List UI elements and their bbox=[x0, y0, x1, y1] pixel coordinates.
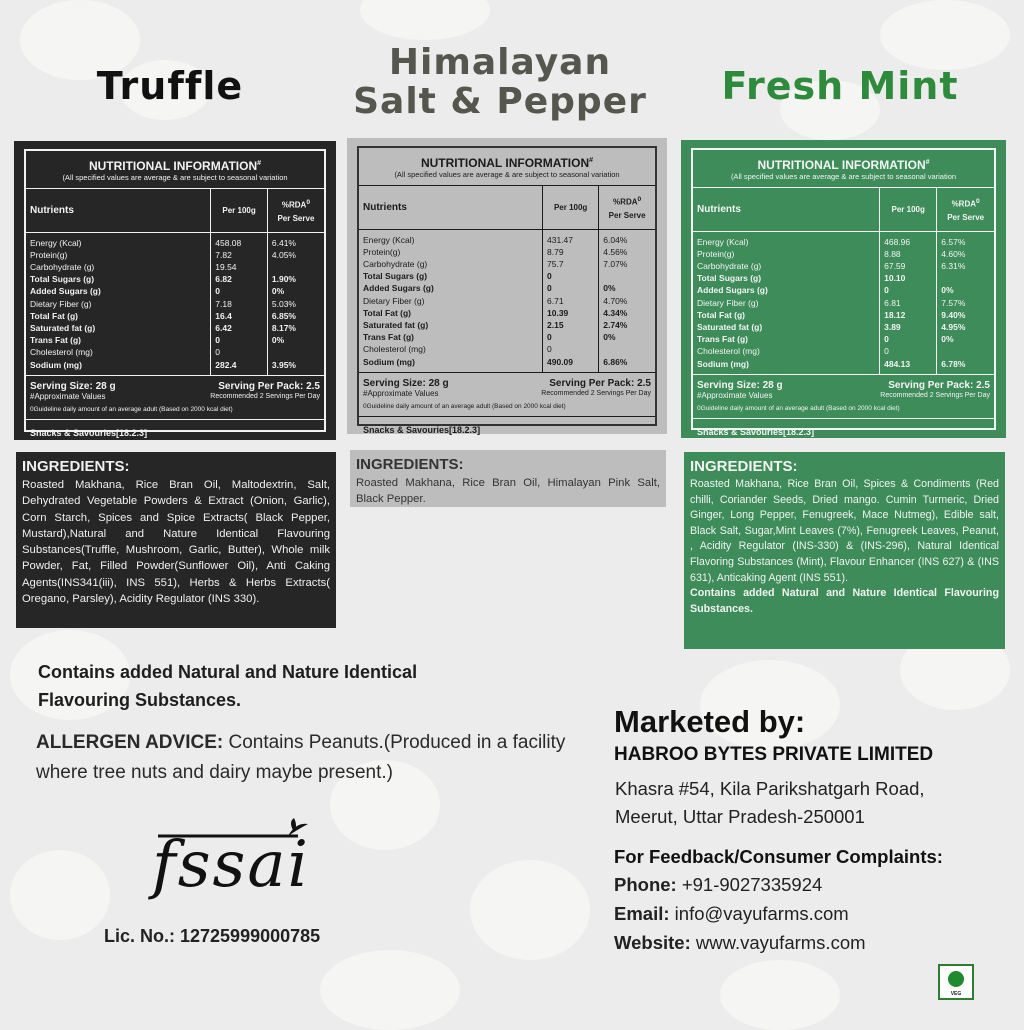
nutrient-rda: 0% bbox=[267, 285, 324, 297]
ingredients-heading: INGREDIENTS: bbox=[356, 456, 464, 473]
nutrition-grid bbox=[359, 186, 655, 372]
nutrient-rda: 6.57% bbox=[937, 236, 994, 248]
approx-note: #Approximate Values bbox=[30, 391, 106, 401]
food-category: Snacks & Savouries[18.2.3] bbox=[697, 426, 815, 437]
nutrient-row bbox=[359, 234, 655, 246]
nutrient-per100: 0 bbox=[880, 284, 937, 296]
nutrient-rda: 9.40% bbox=[937, 309, 994, 321]
recommended-servings: Recommended 2 Servings Per Day bbox=[880, 391, 990, 399]
serving-info bbox=[359, 372, 655, 401]
veg-dot bbox=[948, 971, 964, 987]
nutrient-per100: 3.89 bbox=[880, 321, 937, 333]
allergen-advice bbox=[36, 728, 576, 788]
nutrient-name: Saturated fat (g) bbox=[30, 323, 96, 334]
nutrient-row bbox=[693, 358, 994, 370]
nutrient-row bbox=[26, 346, 324, 358]
company-name: HABROO BYTES PRIVATE LIMITED bbox=[614, 744, 934, 765]
ingredients-heading: INGREDIENTS: bbox=[690, 458, 798, 475]
nutrient-rda: 0% bbox=[937, 284, 994, 296]
phone-number[interactable]: +91-9027335924 bbox=[676, 874, 823, 895]
nutrient-row bbox=[359, 295, 655, 307]
nutrition-panel-truffle bbox=[14, 141, 336, 440]
ingredients-heading: INGREDIENTS: bbox=[22, 458, 130, 475]
veg-mark-text: VEG bbox=[950, 991, 962, 997]
nutrient-per100: 0 bbox=[880, 333, 937, 345]
nutrient-row bbox=[359, 307, 655, 319]
nutrition-panel-mint bbox=[681, 140, 1006, 438]
nutrient-row bbox=[693, 236, 994, 248]
nutrient-rda: 7.57% bbox=[937, 297, 994, 309]
nutrient-rda: 4.05% bbox=[267, 249, 324, 261]
nutrient-per100: 0 bbox=[211, 346, 268, 358]
nutrient-rda: 0% bbox=[267, 334, 324, 346]
ingredients-text: Roasted Makhana, Rice Bran Oil, Spices & Condiments (Red chilli, Coriander Seeds, Dried mango. Cumin Turmeric, Dried Ginger, Long Pepper, Fenugreek, Mace Nutmeg), Edible salt, Black Salt, Sugar,Mint Leaves (7%), Fenugreek Leaves, Peanut, , Acidity Regulator (INS-330) & (INS-296), Natural Identical Flavoring Substances (Mint), Flavour Enhancer (INS 627) & (INS 631), Anticaking Agent (INS 551). bbox=[690, 478, 999, 584]
title-salt-pepper bbox=[340, 44, 660, 122]
nutrient-per100: 468.96 bbox=[880, 236, 937, 248]
website-line bbox=[614, 932, 866, 954]
nutrient-row bbox=[693, 260, 994, 272]
recommended-servings: Recommended 2 Servings Per Day bbox=[541, 389, 651, 397]
nutrient-name: Carbohydrate (g) bbox=[363, 259, 428, 270]
nutrition-header-row bbox=[359, 186, 655, 229]
nutrient-per100: 7.82 bbox=[211, 249, 268, 261]
nutrient-per100: 16.4 bbox=[211, 310, 268, 322]
nutrient-rda: 8.17% bbox=[267, 322, 324, 334]
col-per100: Per 100g bbox=[211, 189, 268, 232]
nutrient-name: Sodium (mg) bbox=[30, 359, 82, 370]
ingredients-mint bbox=[684, 452, 1005, 649]
nutrient-row bbox=[359, 331, 655, 343]
col-rda: %RDA$^0$ Per Serve bbox=[267, 189, 324, 232]
nutrient-rda: 6.04% bbox=[599, 234, 655, 246]
email-line bbox=[614, 903, 849, 925]
nutrient-rda: 4.60% bbox=[937, 248, 994, 260]
nutrient-name: Energy (Kcal) bbox=[363, 234, 415, 245]
nutrition-header-row bbox=[26, 189, 324, 232]
nutrition-heading: NUTRITIONAL INFORMATION# bbox=[757, 158, 930, 172]
nutrient-row bbox=[26, 285, 324, 297]
nutrient-rda: 6.86% bbox=[599, 356, 655, 368]
serving-per-pack: Serving Per Pack: 2.5 bbox=[888, 379, 990, 391]
nutrient-name: Total Fat (g) bbox=[30, 310, 78, 321]
nutrition-table bbox=[357, 146, 657, 435]
nutrient-name: Carbohydrate (g) bbox=[30, 262, 95, 273]
nutrition-grid bbox=[693, 188, 994, 374]
nutrient-rda: 4.95% bbox=[937, 321, 994, 333]
serving-info bbox=[26, 375, 324, 404]
nutrient-name: Protein(g) bbox=[697, 248, 735, 259]
nutrient-row bbox=[359, 343, 655, 355]
nutrient-rda bbox=[599, 343, 655, 355]
nutrient-row bbox=[26, 273, 324, 285]
nutrient-per100: 0 bbox=[211, 334, 268, 346]
nutrient-rda bbox=[267, 261, 324, 273]
col-nutrients: Nutrients bbox=[693, 188, 880, 231]
guideline-note: 0Guideline daily amount of an average adult (Based on 2000 kcal diet) bbox=[26, 404, 324, 420]
ingredients-salt-pepper bbox=[350, 450, 666, 507]
col-rda: %RDA$^0$ Per Serve bbox=[937, 188, 994, 231]
nutrient-per100: 6.42 bbox=[211, 322, 268, 334]
nutrient-per100: 8.79 bbox=[543, 246, 599, 258]
nutrient-rda: 0% bbox=[599, 282, 655, 294]
email-label: Email: bbox=[614, 903, 670, 924]
nutrient-per100: 8.88 bbox=[880, 248, 937, 260]
nutrient-per100: 6.81 bbox=[880, 297, 937, 309]
nutrient-per100: 67.59 bbox=[880, 260, 937, 272]
nutrient-rda: 4.56% bbox=[599, 246, 655, 258]
nutrient-row bbox=[693, 284, 994, 296]
nutrient-row bbox=[26, 310, 324, 322]
nutrient-name: Total Fat (g) bbox=[697, 309, 745, 320]
nutrient-rda: 4.70% bbox=[599, 295, 655, 307]
nutrient-row bbox=[26, 359, 324, 371]
nutrient-per100: 431.47 bbox=[543, 234, 599, 246]
nutrient-rda: 1.90% bbox=[267, 273, 324, 285]
nutrient-per100: 0 bbox=[543, 343, 599, 355]
nutrition-heading: NUTRITIONAL INFORMATION# bbox=[88, 159, 262, 173]
address-line2: Meerut, Uttar Pradesh-250001 bbox=[615, 806, 865, 827]
nutrient-row bbox=[359, 356, 655, 368]
nutrient-name: Cholesterol (mg) bbox=[363, 344, 426, 355]
nutrient-row bbox=[359, 246, 655, 258]
nutrient-per100: 18.12 bbox=[880, 309, 937, 321]
nutrition-grid bbox=[26, 189, 324, 375]
website-link[interactable]: www.vayufarms.com bbox=[690, 932, 866, 953]
nutrient-rda: 6.78% bbox=[937, 358, 994, 370]
nutrient-per100: 0 bbox=[880, 345, 937, 357]
nutrient-per100: 75.7 bbox=[543, 258, 599, 270]
nutrient-rda: 3.95% bbox=[267, 359, 324, 371]
allergen-text: Contains Peanuts.(Produced in a facility where tree nuts and dairy maybe present.) bbox=[36, 732, 566, 783]
nutrient-per100: 484.13 bbox=[880, 358, 937, 370]
title-truffle: Truffle bbox=[96, 64, 244, 108]
nutrient-rda: 6.41% bbox=[267, 237, 324, 249]
feedback-heading: For Feedback/Consumer Complaints: bbox=[614, 846, 943, 867]
serving-per-pack: Serving Per Pack: 2.5 bbox=[218, 380, 320, 392]
flavouring-note: Contains added Natural and Nature Identical Flavouring Substances. bbox=[38, 662, 418, 710]
food-category: Snacks & Savouries[18.2.3] bbox=[363, 424, 481, 435]
nutrient-name: Energy (Kcal) bbox=[697, 236, 749, 247]
nutrient-per100: 458.08 bbox=[211, 237, 268, 249]
nutrient-per100: 10.10 bbox=[880, 272, 937, 284]
col-nutrients: Nutrients bbox=[359, 186, 543, 229]
nutrient-name: Total Sugars (g) bbox=[30, 274, 95, 285]
nutrient-name: Total Sugars (g) bbox=[363, 271, 428, 282]
serving-per-pack: Serving Per Pack: 2.5 bbox=[549, 377, 651, 389]
nutrient-row bbox=[359, 258, 655, 270]
nutrient-row bbox=[26, 237, 324, 249]
fssai-logo bbox=[138, 818, 318, 918]
title-salt-line2: Salt & Pepper bbox=[353, 80, 647, 122]
nutrient-name: Added Sugars (g) bbox=[30, 286, 101, 297]
nutrient-row bbox=[359, 319, 655, 331]
nutrient-per100: 10.39 bbox=[543, 307, 599, 319]
nutrient-rda: 6.85% bbox=[267, 310, 324, 322]
nutrient-rda: 5.03% bbox=[267, 298, 324, 310]
guideline-note: 0Guideline daily amount of an average adult (Based on 2000 kcal diet) bbox=[693, 403, 994, 419]
nutrient-name: Dietary Fiber (g) bbox=[697, 297, 759, 308]
nutrient-name: Saturated fat (g) bbox=[697, 322, 763, 333]
nutrient-name: Dietary Fiber (g) bbox=[30, 298, 92, 309]
nutrient-name: Cholesterol (mg) bbox=[30, 347, 93, 358]
nutrient-rda bbox=[937, 272, 994, 284]
ingredients-text: Roasted Makhana, Rice Bran Oil, Himalayan Pink Salt, Black Pepper. bbox=[356, 477, 660, 506]
phone-label: Phone: bbox=[614, 874, 677, 895]
col-per100: Per 100g bbox=[880, 188, 937, 231]
nutrient-name: Total Fat (g) bbox=[363, 307, 411, 318]
nutrient-per100: 7.18 bbox=[211, 298, 268, 310]
nutrient-rda: 6.31% bbox=[937, 260, 994, 272]
veg-mark-icon bbox=[938, 964, 974, 1000]
nutrient-row bbox=[26, 249, 324, 261]
nutrient-per100: 19.54 bbox=[211, 261, 268, 273]
nutrient-per100: 0 bbox=[543, 282, 599, 294]
nutrient-name: Trans Fat (g) bbox=[697, 334, 749, 345]
nutrient-row bbox=[693, 248, 994, 260]
allergen-label: ALLERGEN ADVICE: bbox=[36, 732, 224, 753]
nutrition-panel-salt-pepper bbox=[347, 138, 667, 434]
col-nutrients: Nutrients bbox=[26, 189, 211, 232]
nutrition-heading: NUTRITIONAL INFORMATION# bbox=[420, 156, 594, 170]
nutrition-subheading: (All specified values are average & are subject to seasonal variation bbox=[26, 173, 324, 189]
serving-info bbox=[693, 374, 994, 403]
nutrient-row bbox=[26, 298, 324, 310]
address-line1: Khasra #54, Kila Parikshatgarh Road, bbox=[615, 778, 925, 799]
nutrition-header-row bbox=[693, 188, 994, 231]
recommended-servings: Recommended 2 Servings Per Day bbox=[210, 392, 320, 400]
nutrient-row bbox=[693, 272, 994, 284]
nutrient-name: Trans Fat (g) bbox=[30, 335, 82, 346]
nutrient-name: Total Sugars (g) bbox=[697, 273, 762, 284]
phone-line bbox=[614, 874, 822, 896]
nutrient-row bbox=[26, 334, 324, 346]
license-number: Lic. No.: 12725999000785 bbox=[104, 926, 321, 946]
serving-size: Serving Size: 28 g bbox=[30, 380, 116, 392]
approx-note: #Approximate Values bbox=[697, 390, 773, 400]
nutrient-rda bbox=[937, 345, 994, 357]
nutrient-rda: 0% bbox=[599, 331, 655, 343]
serving-size: Serving Size: 28 g bbox=[697, 379, 783, 391]
nutrient-per100: 0 bbox=[543, 331, 599, 343]
nutrient-row bbox=[693, 345, 994, 357]
website-label: Website: bbox=[614, 932, 691, 953]
nutrient-per100: 0 bbox=[543, 270, 599, 282]
nutrient-per100: 6.71 bbox=[543, 295, 599, 307]
nutrition-table bbox=[24, 149, 326, 438]
nutrition-table bbox=[691, 148, 996, 437]
nutrient-per100: 2.15 bbox=[543, 319, 599, 331]
nutrient-row bbox=[26, 322, 324, 334]
nutrient-name: Energy (Kcal) bbox=[30, 237, 82, 248]
nutrient-row bbox=[693, 333, 994, 345]
nutrient-per100: 282.4 bbox=[211, 359, 268, 371]
nutrient-rda: 0% bbox=[937, 333, 994, 345]
nutrient-name: Carbohydrate (g) bbox=[697, 261, 762, 272]
nutrient-name: Dietary Fiber (g) bbox=[363, 295, 425, 306]
marketed-by-heading: Marketed by: bbox=[614, 704, 806, 739]
col-rda: %RDA$^0$ Per Serve bbox=[599, 186, 655, 229]
nutrient-name: Saturated fat (g) bbox=[363, 320, 429, 331]
nutrient-name: Cholesterol (mg) bbox=[697, 346, 760, 357]
nutrition-subheading: (All specified values are average & are subject to seasonal variation bbox=[693, 172, 994, 188]
nutrient-row bbox=[359, 282, 655, 294]
nutrient-row bbox=[693, 297, 994, 309]
email-link[interactable]: info@vayufarms.com bbox=[669, 903, 849, 924]
ingredients-text: Roasted Makhana, Rice Bran Oil, Maltodextrin, Salt, Dehydrated Vegetable Powders & Extract (Onion, Garlic), Corn Starch, Spices and Spice Extracts( Black Pepper, Mustard),Natural and Nature Identical Flavouring Substances(Truffle, Mushroom, Garlic, Butter), Whole milk Powder, Fat, Filled Powder(Sunflower Oil), Anti Caking Agents(INS341(iii), INS 551), Herbs & Herbs Extracts( Oregano, Parsley), Acidity Regulator (INS 330). bbox=[22, 479, 330, 606]
nutrient-rda: 4.34% bbox=[599, 307, 655, 319]
ingredients-flavouring-note: Contains added Natural and Nature Identical Flavouring Substances. bbox=[690, 587, 999, 615]
approx-note: #Approximate Values bbox=[363, 388, 439, 398]
nutrient-per100: 0 bbox=[211, 285, 268, 297]
nutrient-name: Protein(g) bbox=[363, 246, 401, 257]
ingredients-truffle bbox=[16, 452, 336, 628]
title-mint: Fresh Mint bbox=[721, 64, 959, 108]
nutrient-name: Added Sugars (g) bbox=[363, 283, 434, 294]
food-category: Snacks & Savouries[18.2.3] bbox=[30, 427, 148, 438]
nutrient-row bbox=[359, 270, 655, 282]
nutrient-rda: 7.07% bbox=[599, 258, 655, 270]
nutrient-name: Sodium (mg) bbox=[697, 358, 749, 369]
serving-size: Serving Size: 28 g bbox=[363, 377, 449, 389]
guideline-note: 0Guideline daily amount of an average adult (Based on 2000 kcal diet) bbox=[359, 401, 655, 417]
nutrient-name: Protein(g) bbox=[30, 249, 68, 260]
title-salt-line1: Himalayan bbox=[388, 42, 612, 83]
nutrient-name: Added Sugars (g) bbox=[697, 285, 768, 296]
nutrient-row bbox=[693, 321, 994, 333]
nutrient-rda bbox=[599, 270, 655, 282]
nutrient-name: Sodium (mg) bbox=[363, 356, 415, 367]
nutrient-rda: 2.74% bbox=[599, 319, 655, 331]
nutrient-row bbox=[693, 309, 994, 321]
nutrient-name: Trans Fat (g) bbox=[363, 332, 415, 343]
nutrient-per100: 490.09 bbox=[543, 356, 599, 368]
nutrient-rda bbox=[267, 346, 324, 358]
nutrition-subheading: (All specified values are average & are subject to seasonal variation bbox=[359, 170, 655, 186]
col-per100: Per 100g bbox=[543, 186, 599, 229]
fssai-logo-text: fssai bbox=[152, 828, 310, 902]
nutrient-per100: 6.82 bbox=[211, 273, 268, 285]
nutrient-row bbox=[26, 261, 324, 273]
